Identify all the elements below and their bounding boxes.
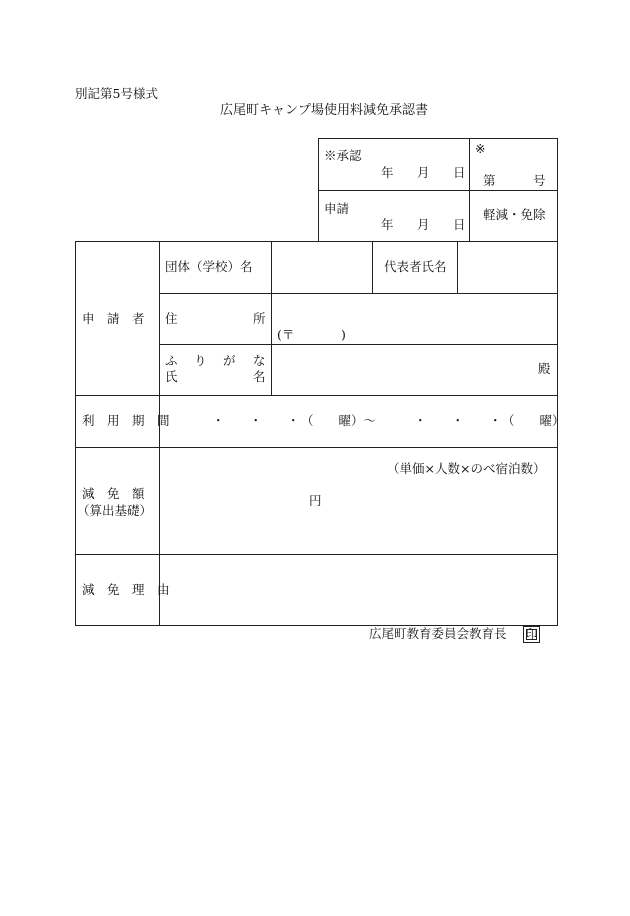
reduction-type: 軽減・免除 — [483, 207, 546, 222]
approval-label: ※承認 — [324, 148, 362, 163]
reduction-basis-note: （単価×人数×のべ宿泊数） — [387, 461, 546, 476]
furigana-char-4: な — [253, 353, 266, 368]
approval-month: 月 — [417, 165, 430, 180]
applicant-section-label: 申 請 者 — [82, 311, 145, 326]
approval-year: 年 — [381, 165, 394, 180]
reduction-amount-field[interactable] — [160, 448, 557, 553]
reduction-reason-label: 減 免 理 由 — [82, 582, 170, 597]
name-label-2: 名 — [253, 369, 266, 384]
number-mark: ※ — [475, 141, 486, 156]
usage-start-dots: ・ ・ ・ — [212, 413, 300, 428]
signature-text: 広尾町教育委員会教育長 — [369, 626, 507, 641]
furigana-char-3: が — [223, 353, 236, 368]
reduction-reason-field[interactable] — [160, 555, 557, 625]
postal-mark: (〒 — [277, 327, 295, 342]
furigana-char-1: ふ — [165, 353, 178, 368]
postal-close: ) — [341, 327, 346, 342]
address-field[interactable] — [272, 294, 557, 343]
address-label-1: 住 — [165, 311, 178, 326]
application-label: 申請 — [324, 201, 350, 216]
usage-period-label: 利 用 期 間 — [82, 413, 170, 428]
application-day: 日 — [453, 217, 466, 232]
usage-start-day: （ 曜）～ — [301, 413, 377, 428]
form-number: 別記第5号様式 — [75, 86, 158, 101]
name-label-1: 氏 — [165, 369, 178, 384]
representative-label: 代表者氏名 — [384, 259, 447, 274]
group-name-label: 団体（学校）名 — [165, 259, 253, 274]
furigana-char-2: り — [194, 353, 207, 368]
application-month: 月 — [417, 217, 430, 232]
honorific: 殿 — [538, 361, 551, 376]
number-suffix: 号 — [533, 173, 546, 188]
page-title: 広尾町キャンプ場使用料減免承認書 — [220, 103, 429, 118]
representative-field[interactable] — [458, 242, 557, 292]
reduction-amount-label: 減 免 額 — [82, 486, 145, 501]
currency-unit: 円 — [309, 493, 322, 508]
group-name-field[interactable] — [272, 242, 371, 292]
usage-end-day: （ 曜） — [502, 413, 565, 428]
usage-end-dots: ・ ・ ・ — [414, 413, 502, 428]
approval-day: 日 — [453, 165, 466, 180]
reduction-basis-label: （算出基礎） — [77, 503, 153, 518]
usage-period-field[interactable] — [160, 396, 557, 446]
name-field[interactable] — [272, 345, 557, 394]
seal-stamp: 印 — [523, 626, 540, 643]
address-label-2: 所 — [253, 311, 266, 326]
application-year: 年 — [381, 217, 394, 232]
number-prefix: 第 — [483, 173, 496, 188]
